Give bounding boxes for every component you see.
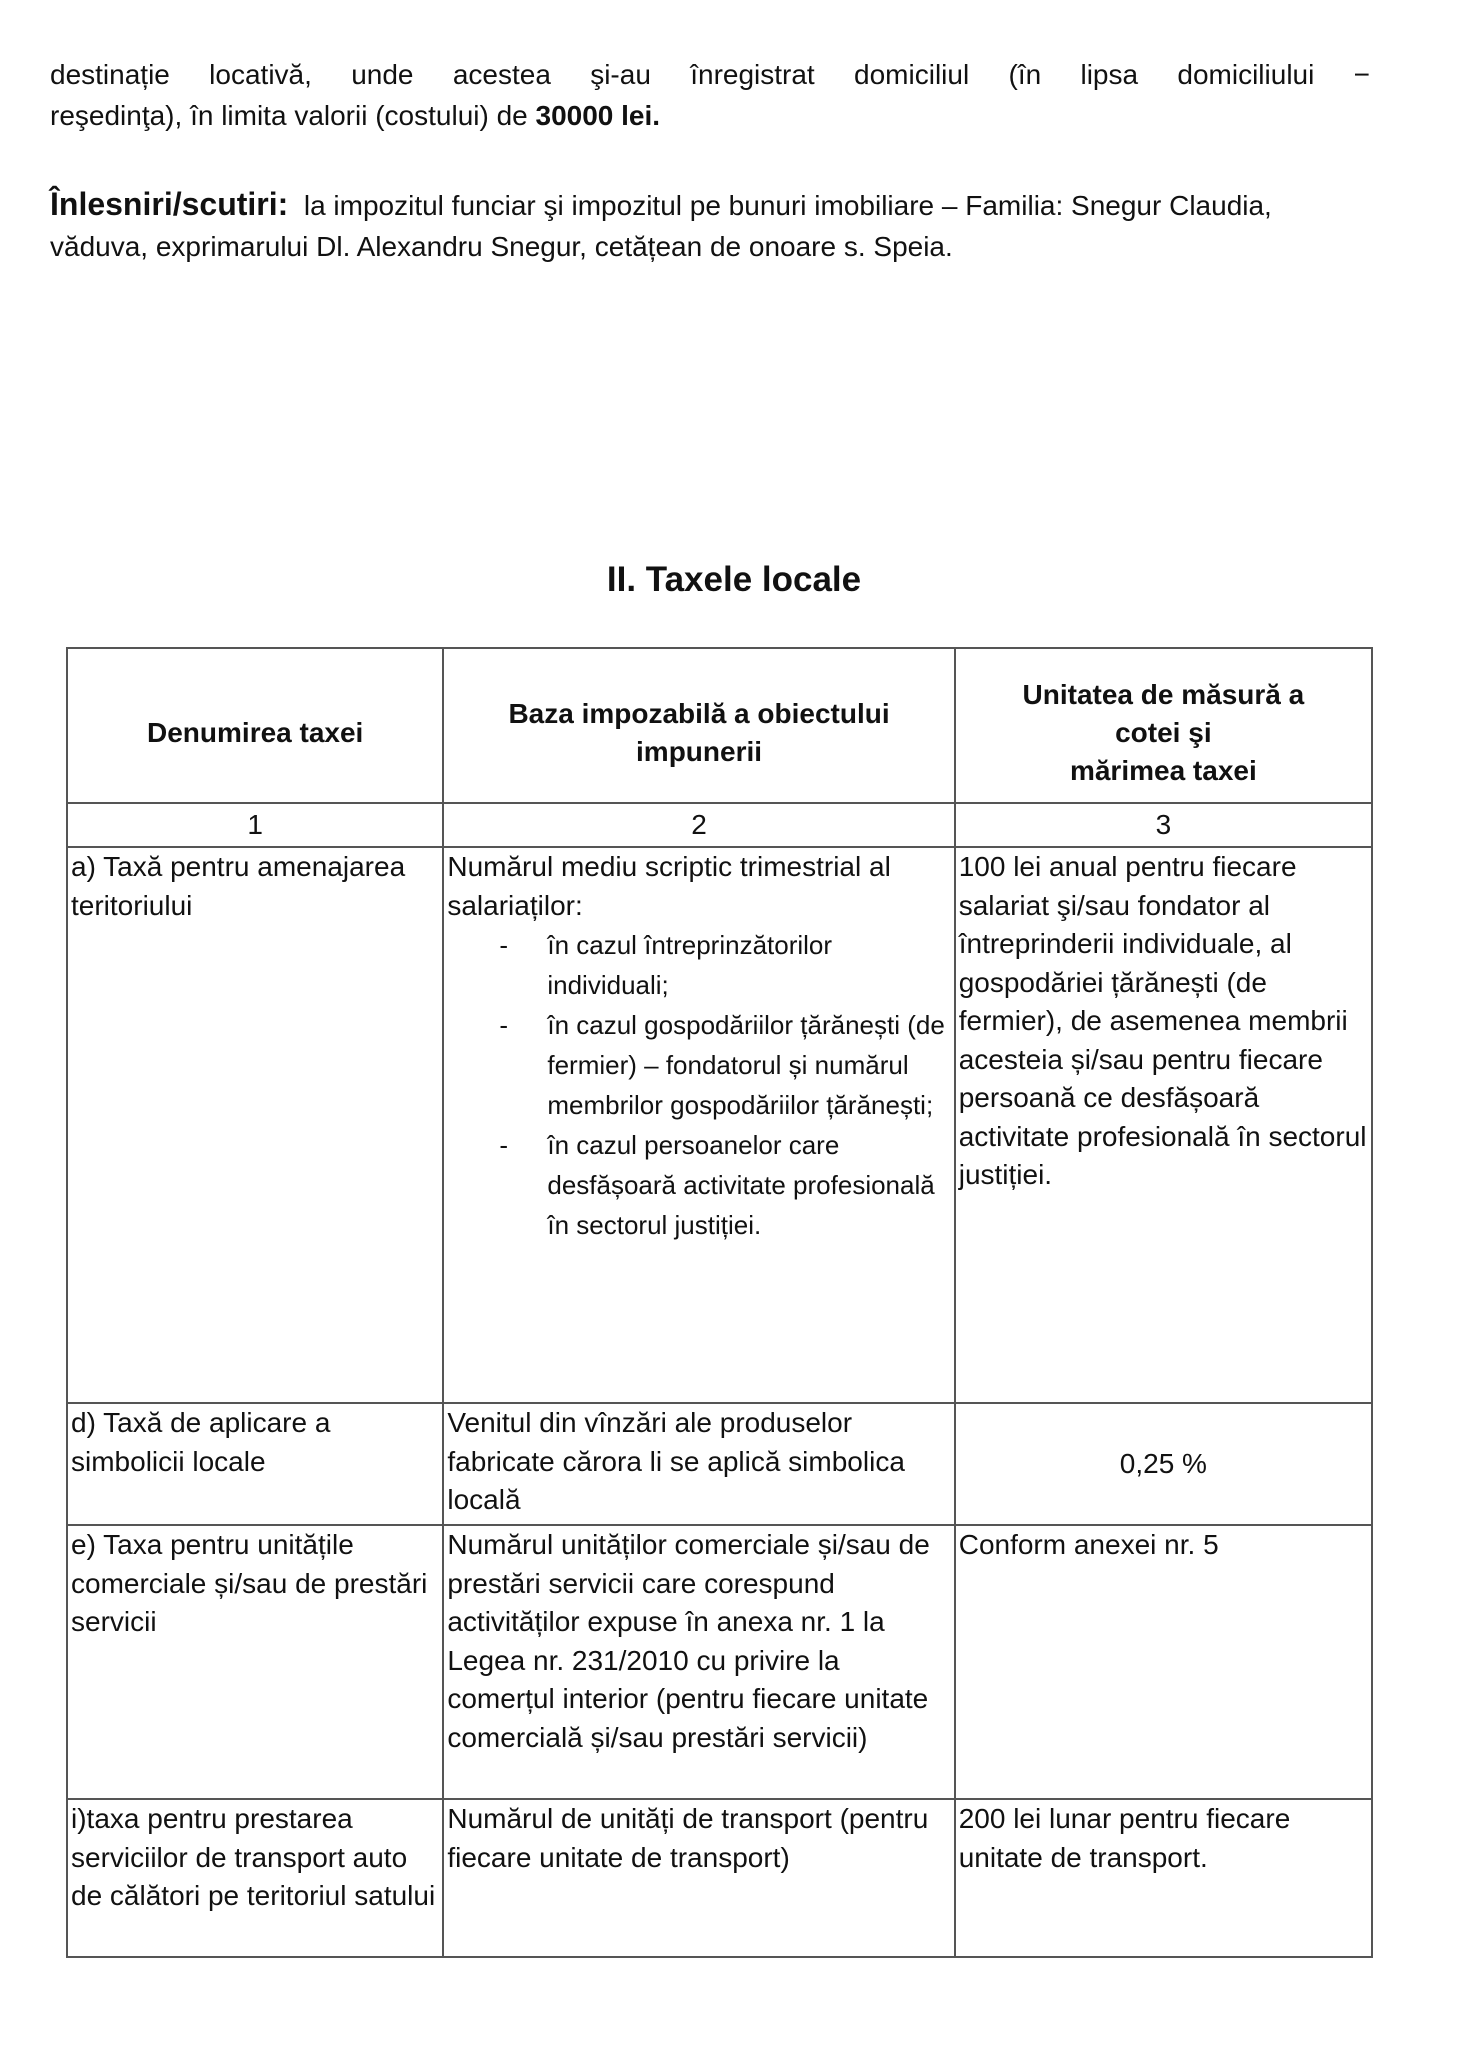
list-item	[447, 1125, 950, 1245]
taxable-base-intro: Numărul mediu scriptic trimestrial al salariaților:	[447, 851, 891, 921]
taxable-base-list	[447, 925, 950, 1245]
header-unit-rate	[955, 648, 1372, 803]
column-number: 2	[443, 803, 954, 847]
intro-line-2-text: reşedinţa), în limita valorii (costului) de	[50, 100, 536, 131]
dash-bullet-icon: -	[499, 1130, 509, 1160]
table-row	[67, 1403, 1372, 1525]
list-item-text: în cazul întreprinzătorilor individuali;	[547, 930, 833, 1000]
header-line: Baza impozabilă a obiectului	[508, 697, 890, 729]
header-line: mărimea taxei	[1069, 754, 1257, 786]
header-line: Unitatea de măsură a	[1022, 678, 1305, 710]
list-item-text: în cazul gospodăriilor țărănești (de fermier) – fondatorul și numărul membrilor gospodăriilor țărănești;	[547, 1010, 945, 1120]
intro-line-2	[50, 95, 1370, 136]
column-number: 1	[67, 803, 443, 847]
table-row	[67, 1525, 1372, 1799]
tax-name-cell: a) Taxă pentru amenajarea teritoriului	[67, 847, 443, 1403]
header-tax-name	[67, 648, 443, 803]
amount-limit: 30000 lei.	[535, 100, 661, 131]
table-row	[67, 847, 1372, 1403]
tax-name-cell: e) Taxa pentru unitățile comerciale și/sau de prestări servicii	[67, 1525, 443, 1799]
intro-paragraph	[50, 54, 1370, 136]
list-item-text: în cazul persoanelor care desfășoară activitate profesională în sectorul justiției.	[547, 1130, 935, 1240]
column-number: 3	[955, 803, 1372, 847]
column-number-row	[67, 803, 1372, 847]
tax-name-cell: i)taxa pentru prestarea serviciilor de transport auto de călători pe teritoriul satului	[67, 1799, 443, 1957]
exemptions-text: la impozitul funciar şi impozitul pe bunuri imobiliare – Familia: Snegur Claudia, văduva, exprimarului Dl. Alexandru Snegur, cetățean de onoare s. Speia.	[50, 190, 1272, 262]
dash-bullet-icon: -	[499, 930, 509, 960]
section-title: II. Taxele locale	[606, 560, 862, 599]
table-header-row	[67, 648, 1372, 803]
rate-cell: Conform anexei nr. 5	[955, 1525, 1372, 1799]
taxable-base-cell: Numărul de unități de transport (pentru fiecare unitate de transport)	[443, 1799, 954, 1957]
header-line: impunerii	[636, 735, 763, 767]
rate-cell: 0,25 %	[955, 1403, 1372, 1525]
header-line: cotei şi	[1115, 716, 1212, 748]
taxable-base-cell: Numărul unităților comerciale și/sau de prestări servicii care corespund activităților expuse în anexa nr. 1 la Legea nr. 231/2010 cu privire la comerțul interior (pentru fiecare unitate comercială și/sau prestări servicii)	[443, 1525, 954, 1799]
exemptions-label: Înlesniri/scutiri:	[50, 186, 289, 222]
taxable-base-cell: Venitul din vînzări ale produselor fabricate cărora li se aplică simbolica locală	[443, 1403, 954, 1525]
dash-bullet-icon: -	[499, 1010, 509, 1040]
header-line: Denumirea taxei	[147, 716, 364, 748]
taxable-base-cell	[443, 847, 954, 1403]
list-item	[447, 1005, 950, 1125]
table-row	[67, 1799, 1372, 1957]
tax-name-cell: d) Taxă de aplicare a simbolicii locale	[67, 1403, 443, 1525]
header-taxable-base	[443, 648, 954, 803]
exemptions-paragraph	[50, 184, 1370, 267]
intro-line-1: destinație locativă, unde acestea şi-au înregistrat domiciliul (în lipsa domiciliului −	[50, 59, 1370, 90]
rate-cell: 100 lei anual pentru fiecare salariat şi/sau fondator al întreprinderii individuale, al gospodăriei țărănești (de fermier), de asemenea membrii acesteia și/sau pentru fiecare persoană ce desfășoară activitate profesională în sectorul justiției.	[955, 847, 1372, 1403]
list-item	[447, 925, 950, 1005]
local-taxes-table	[66, 647, 1373, 1958]
rate-cell: 200 lei lunar pentru fiecare unitate de transport.	[955, 1799, 1372, 1957]
